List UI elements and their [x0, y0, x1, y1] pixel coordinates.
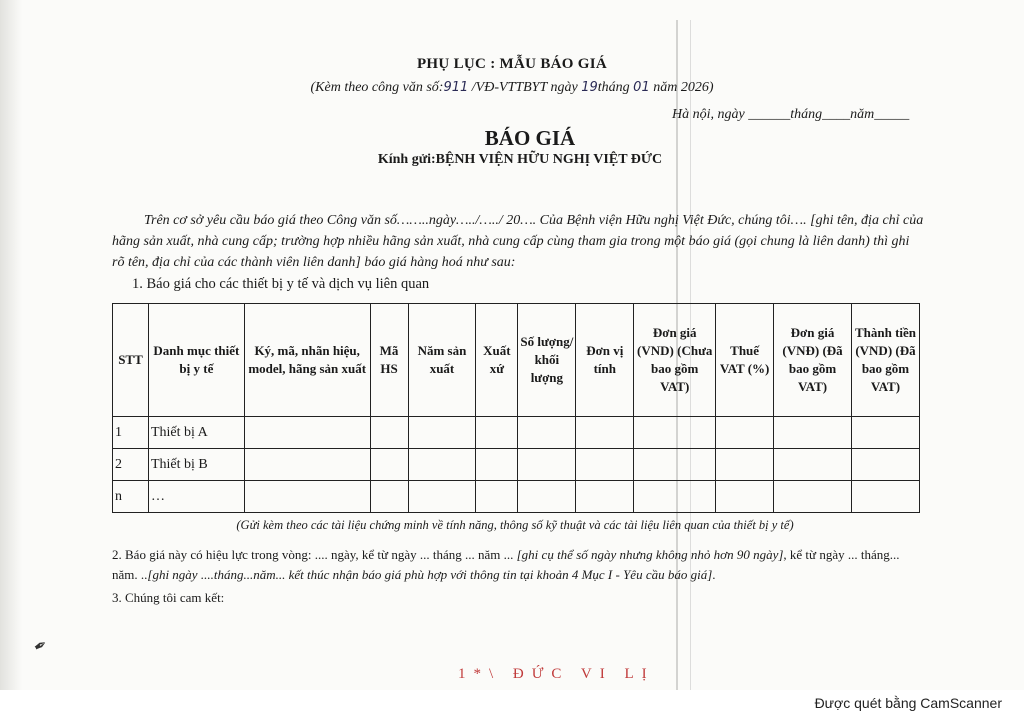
row-stt: 2 — [113, 449, 149, 481]
validity-text-d: [ghi ngày ....tháng...năm... kết thúc nhận báo giá phù hợp với thông tin tại khoản 4 Mục I - Yêu cầu báo giá] — [147, 567, 713, 582]
header-unit-price-incl-vat: Đơn giá (VNĐ) (Đã bao gồm VAT) — [774, 304, 852, 417]
empty-cell — [716, 449, 774, 481]
header-vat: Thuế VAT (%) — [716, 304, 774, 417]
empty-cell — [576, 449, 634, 481]
scanner-watermark: Được quét bằng CamScanner — [814, 695, 1002, 711]
header-unit-price-excl-vat: Đơn giá (VND) (Chưa bao gồm VAT) — [634, 304, 716, 417]
header-unit: Đơn vị tính — [576, 304, 634, 417]
appendix-title: PHỤ LỤC : MẪU BÁO GIÁ — [416, 56, 608, 72]
header-origin: Xuất xứ — [476, 304, 518, 417]
empty-cell — [244, 449, 370, 481]
empty-cell — [634, 449, 716, 481]
empty-cell — [634, 481, 716, 513]
header-stt: STT — [113, 304, 149, 417]
row-device-name: Thiết bị B — [148, 449, 244, 481]
intro-paragraph: Trên cơ sở yêu cầu báo giá theo Công văn số……..ngày…../…../ 20…. Của Bệnh viện Hữu nghị Việt Đức, chúng tôi…. [ghi tên, địa chỉ của hãng sản xuất, nhà cung cấp; trường hợp nhiều hãng sản xuất, nhà cung cấp cùng tham gia trong một báo giá (gọi chung là liên danh) thì ghi rõ tên, địa chỉ của các thành viên liên danh] báo giá hàng hoá như sau: — [112, 213, 924, 270]
row-device-name: Thiết bị A — [148, 417, 244, 449]
reference-line — [0, 80, 1024, 96]
table-row — [113, 481, 920, 513]
empty-cell — [851, 449, 919, 481]
empty-cell — [851, 481, 919, 513]
empty-cell — [634, 417, 716, 449]
page-edge-shadow — [0, 0, 22, 690]
header-device-list: Danh mục thiết bị y tế — [148, 304, 244, 417]
empty-cell — [774, 481, 852, 513]
row-device-name: … — [148, 481, 244, 513]
empty-cell — [370, 481, 408, 513]
table-note: (Gửi kèm theo các tài liệu chứng minh về tính năng, thông số kỹ thuật và các tài liệu liên quan của thiết bị y tế) — [236, 518, 794, 532]
empty-cell — [518, 481, 576, 513]
header-quantity: Số lượng/ khối lượng — [518, 304, 576, 417]
header-brand-model: Ký, mã, nhãn hiệu, model, hãng sản xuất — [244, 304, 370, 417]
place-date: Hà nội, ngày ______tháng____năm_____ — [672, 107, 910, 122]
empty-cell — [476, 481, 518, 513]
reference-day: 19 — [581, 80, 598, 95]
document-title: BÁO GIÁ — [484, 126, 576, 150]
empty-cell — [476, 449, 518, 481]
table-row — [113, 449, 920, 481]
pen-mark-icon: ✒ — [30, 635, 52, 658]
header-year: Năm sản xuất — [408, 304, 476, 417]
empty-cell — [851, 417, 919, 449]
empty-cell — [244, 417, 370, 449]
empty-cell — [774, 417, 852, 449]
validity-text-e: . — [712, 567, 716, 582]
reference-prefix: (Kèm theo công văn số: — [310, 80, 444, 95]
reference-mid: /VĐ-VTTBYT ngày — [471, 80, 578, 95]
reference-month: 01 — [633, 80, 650, 95]
validity-text-c: , kể từ ngày ... tháng... năm. .. — [112, 547, 900, 582]
empty-cell — [576, 417, 634, 449]
empty-cell — [774, 449, 852, 481]
commitment-heading: 3. Chúng tôi cam kết: — [112, 590, 225, 605]
reference-suffix: năm 2026) — [653, 80, 714, 95]
empty-cell — [408, 481, 476, 513]
empty-cell — [244, 481, 370, 513]
empty-cell — [408, 417, 476, 449]
table-row — [113, 417, 920, 449]
validity-text-b: [ghi cụ thể số ngày nhưng không nhỏ hơn 90 ngày] — [516, 547, 784, 562]
empty-cell — [518, 417, 576, 449]
empty-cell — [370, 417, 408, 449]
empty-cell — [576, 481, 634, 513]
reference-number: 911 — [443, 80, 469, 95]
empty-cell — [408, 449, 476, 481]
header-hs-code: Mã HS — [370, 304, 408, 417]
validity-clause — [112, 545, 924, 585]
empty-cell — [716, 417, 774, 449]
header-total: Thành tiền (VND) (Đã bao gồm VAT) — [851, 304, 919, 417]
quotation-table — [112, 303, 920, 513]
recipient: Kính gửi:BỆNH VIỆN HỮU NGHỊ VIỆT ĐỨC — [377, 152, 663, 167]
red-stamp-fragment: 1*\ ĐỨC VI LỊ — [458, 666, 655, 682]
row-stt: 1 — [113, 417, 149, 449]
empty-cell — [716, 481, 774, 513]
empty-cell — [370, 449, 408, 481]
table-header-row — [113, 304, 920, 417]
validity-text-a: 2. Báo giá này có hiệu lực trong vòng: .... ngày, kể từ ngày ... tháng ... năm ... — [112, 547, 517, 562]
row-stt: n — [113, 481, 149, 513]
empty-cell — [476, 417, 518, 449]
section-1-heading: 1. Báo giá cho các thiết bị y tế và dịch vụ liên quan — [132, 276, 430, 292]
empty-cell — [518, 449, 576, 481]
reference-month-label: tháng — [597, 80, 630, 95]
